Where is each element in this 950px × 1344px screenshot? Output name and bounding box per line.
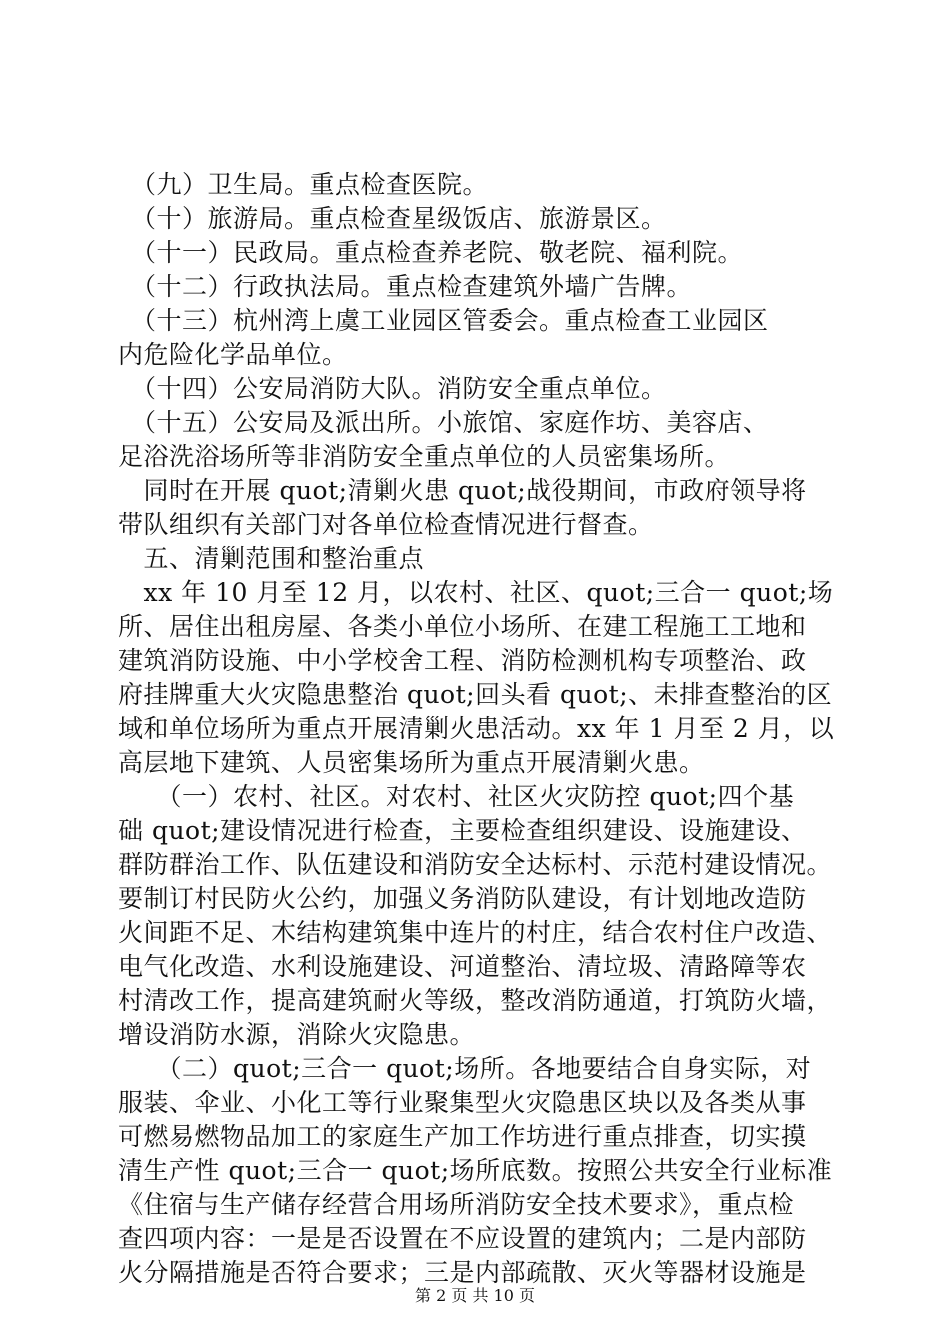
text-line: （一）农村、社区。对农村、社区火灾防控 quot;四个基 bbox=[118, 782, 795, 811]
text-line: （十四）公安局消防大队。消防安全重点单位。 bbox=[118, 374, 667, 403]
text-line: （十）旅游局。重点检查星级饭店、旅游景区。 bbox=[118, 204, 667, 233]
text-line: 域和单位场所为重点开展清剿火患活动。xx 年 1 月至 2 月，以 bbox=[118, 714, 835, 743]
text-line: 建筑消防设施、中小学校舍工程、消防检测机构专项整治、政 bbox=[118, 646, 807, 675]
text-line: 清生产性 quot;三合一 quot;场所底数。按照公共安全行业标准 bbox=[118, 1156, 833, 1185]
text-line: （十二）行政执法局。重点检查建筑外墙广告牌。 bbox=[118, 272, 693, 301]
text-line: 村清改工作，提高建筑耐火等级，整改消防通道，打筑防火墙， bbox=[118, 986, 833, 1015]
document-body bbox=[118, 168, 838, 1290]
text-line: 查四项内容：一是是否设置在不应设置的建筑内；二是内部防 bbox=[118, 1224, 807, 1253]
text-line: 足浴洗浴场所等非消防安全重点单位的人员密集场所。 bbox=[118, 442, 731, 471]
text-line: （十五）公安局及派出所。小旅馆、家庭作坊、美容店、 bbox=[118, 408, 769, 437]
text-line: （九）卫生局。重点检查医院。 bbox=[118, 170, 489, 199]
text-line: 础 quot;建设情况进行检查，主要检查组织建设、设施建设、 bbox=[118, 816, 807, 845]
text-line: 火间距不足、木结构建筑集中连片的村庄，结合农村住户改造、 bbox=[118, 918, 833, 947]
text-line: 可燃易燃物品加工的家庭生产加工作坊进行重点排查，切实摸 bbox=[118, 1122, 807, 1151]
text-line: 府挂牌重大火灾隐患整治 quot;回头看 quot;、未排查整治的区 bbox=[118, 680, 833, 709]
text-line: 高层地下建筑、人员密集场所为重点开展清剿火患。 bbox=[118, 748, 705, 777]
text-line: 所、居住出租房屋、各类小单位小场所、在建工程施工工地和 bbox=[118, 612, 807, 641]
text-line: （二）quot;三合一 quot;场所。各地要结合自身实际，对 bbox=[118, 1054, 812, 1083]
text-line: 火分隔措施是否符合要求；三是内部疏散、灭火等器材设施是 bbox=[118, 1258, 807, 1287]
text-line: 《住宿与生产储存经营合用场所消防安全技术要求》，重点检 bbox=[118, 1190, 795, 1219]
text-line: （十三）杭州湾上虞工业园区管委会。重点检查工业园区 bbox=[118, 306, 769, 335]
text-line: 同时在开展 quot;清剿火患 quot;战役期间，市政府领导将 bbox=[118, 476, 807, 505]
text-line: 增设消防水源，消除火灾隐患。 bbox=[118, 1020, 476, 1049]
text-line: 群防群治工作、队伍建设和消防安全达标村、示范村建设情况。 bbox=[118, 850, 833, 879]
text-line: xx 年 10 月至 12 月，以农村、社区、quot;三合一 quot;场 bbox=[118, 578, 834, 607]
page-footer: 第 2 页 共 10 页 bbox=[415, 1286, 535, 1305]
text-line: 带队组织有关部门对各单位检查情况进行督查。 bbox=[118, 510, 654, 539]
text-line: （十一）民政局。重点检查养老院、敬老院、福利院。 bbox=[118, 238, 744, 267]
section-heading: 五、清剿范围和整治重点 bbox=[118, 544, 425, 573]
text-line: 电气化改造、水利设施建设、河道整治、清垃圾、清路障等农 bbox=[118, 952, 807, 981]
text-line: 要制订村民防火公约，加强义务消防队建设，有计划地改造防 bbox=[118, 884, 807, 913]
text-line: 服装、伞业、小化工等行业聚集型火灾隐患区块以及各类从事 bbox=[118, 1088, 807, 1117]
text-line: 内危险化学品单位。 bbox=[118, 340, 348, 369]
